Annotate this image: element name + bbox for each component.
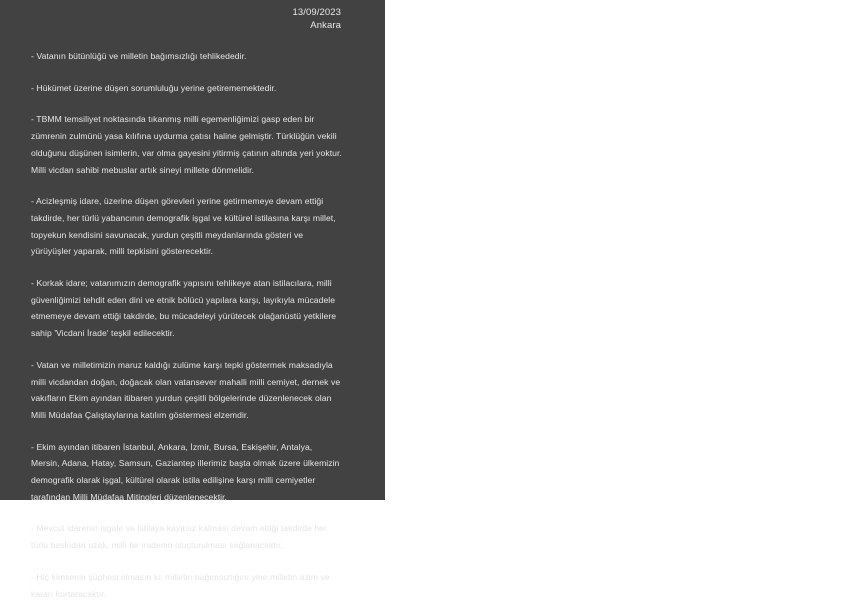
declaration-item: - Hiç kimsenin şüphesi olmasın ki; milletin bağımsızlığını yine milletin azim ve kararı kurtaracaktır. (31, 571, 330, 599)
declaration-item: - Vatanın bütünlüğü ve milletin bağımsızlığı tehlikededir. (31, 51, 247, 61)
blank-area (385, 0, 850, 500)
declaration-item: - Vatan ve milletimizin maruz kaldığı zulüme karşı tepki göstermek maksadıyla milli vicdandan doğan, doğacak olan vatansever mahalli milli cemiyet, dernek ve vakıfların Ekim ayından itibaren yurdun çeşitli bölgelerinde düzenlenecek olan Milli Müdafaa Çalıştaylarına katılım göstermesi elzemdir. (31, 359, 341, 420)
declaration-item: - Hükümet üzerine düşen sorumluluğu yerine getirememektedir. (31, 82, 277, 93)
header-location: Ankara (310, 20, 341, 31)
document-body (31, 48, 343, 602)
declaration-item: - Ekim ayından itibaren İstanbul, Ankara, İzmir, Bursa, Eskişehir, Antalya, Mersin, Adana, Hatay, Samsun, Gaziantep illerimiz başta olmak üzere ülkemizin demografik olarak işgal, kültürel olarak istila edilişine karşı milli cemiyetler tarafından Milli Müdafaa Mitingleri düzenlenecektir. (31, 441, 340, 502)
declaration-item: - Mevcut idarenin işgale ve istilaya kayıtsız kalması devam ettiği takdirde her türlü baskıdan uzak, milli bir iradenin oluşturulması sağlanacaktır. (31, 523, 327, 551)
declaration-item: - Korkak idare; vatanımızın demografik yapısını tehlikeye atan istilacılara, milli güvenliğimizi tehdit eden dini ve etnik bölücü yapılara karşı, layıkıyla mücadele etmemeye devam ettiği takdirde, bu mücadeleyi yürütecek olağanüstü yetkilere sahip 'Vicdani İrade' teşkil edilecektir. (31, 278, 337, 339)
declaration-item: - Acizleşmiş idare, üzerine düşen görevleri yerine getirmemeye devam ettiği takdirde, her türlü yabancının demografik işgal ve kültürel istilasına karşı millet, topyekun kendisini savunacak, yurdun çeşitli meydanlarında gösteri ve yürüyüşler yaparak, milli tepkisini gösterecektir. (31, 196, 336, 257)
declaration-item: - TBMM temsiliyet noktasında tıkanmış milli egemenliğimizi gasp eden bir zümrenin zulmünü yasa kılıfına uydurma çatısı haline gelmiştir. Türklüğün vekili olduğunu düşünen isimlerin, var olma gayesini yitirmiş çatının altında yeri yoktur. Milli vicdan sahibi mebuslar artık sineyi millete dönmelidir. (31, 114, 342, 175)
header-date: 13/09/2023 (292, 7, 341, 18)
declaration-panel (0, 0, 385, 599)
document-header (31, 6, 343, 32)
